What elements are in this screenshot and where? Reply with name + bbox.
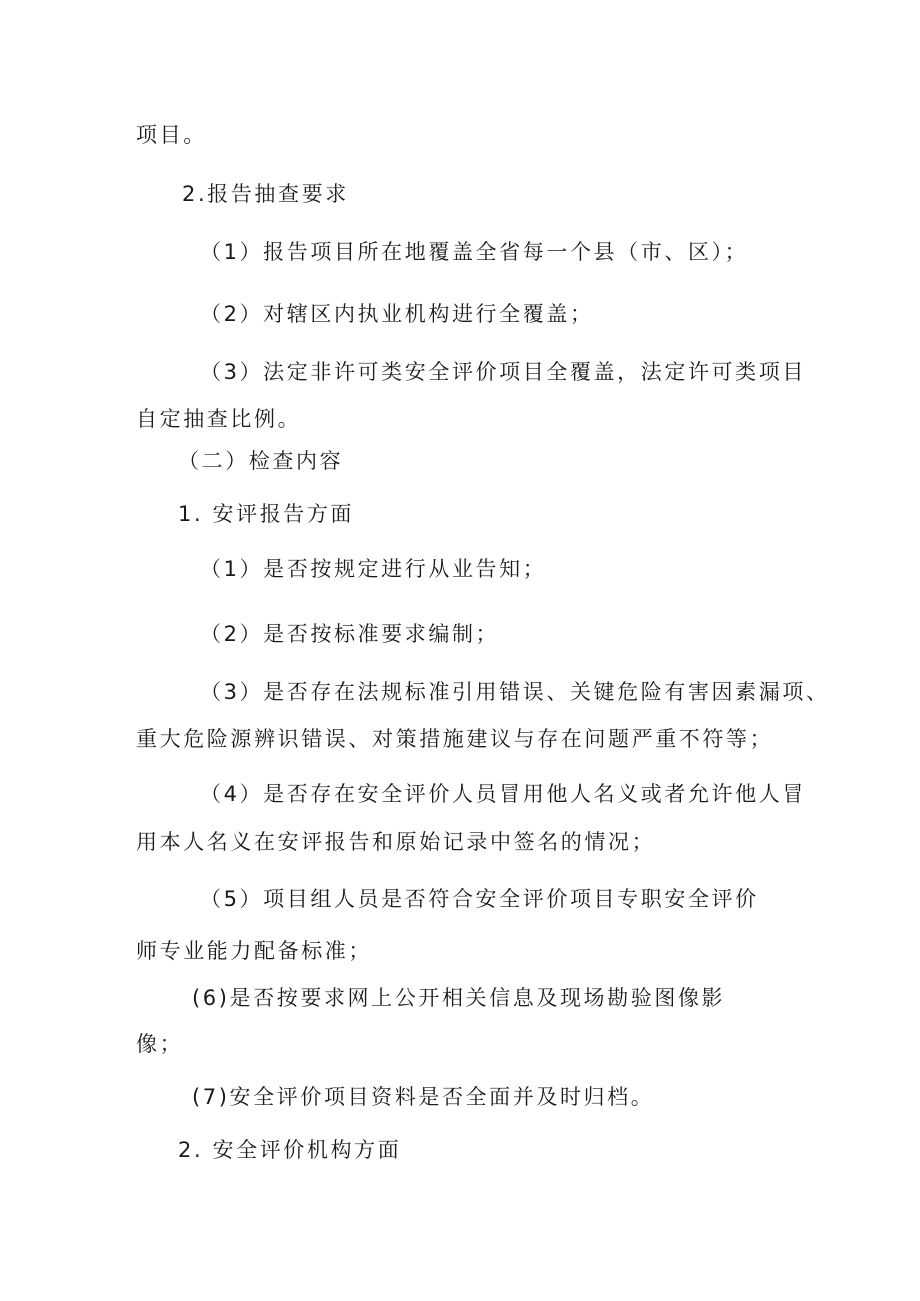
list-item: （4）是否存在安全评价人员冒用他人名义或者允许他人冒 (200, 782, 806, 806)
list-item: (7)安全评价项目资料是否全面并及时归档。 (192, 1085, 655, 1109)
section-heading: 2.报告抽查要求 (182, 182, 349, 206)
subsection-heading: 2. 安全评价机构方面 (178, 1138, 402, 1162)
list-item-continuation: 师专业能力配备标准； (136, 939, 372, 963)
list-item: （3）法定非许可类安全评价项目全覆盖，法定许可类项目 (200, 360, 806, 384)
list-item: （1）是否按规定进行从业告知； (200, 557, 547, 581)
list-item: （2）对辖区内执业机构进行全覆盖； (200, 302, 594, 326)
list-item: （3）是否存在法规标准引用错误、关键危险有害因素漏项、 (200, 680, 830, 704)
section-heading: （二）检查内容 (178, 449, 344, 473)
list-item-continuation: 像； (136, 1032, 184, 1056)
list-item: (6)是否按要求网上公开相关信息及现场勘验图像影 (192, 986, 726, 1010)
list-item: （2）是否按标准要求编制； (200, 622, 500, 646)
list-item: （1）报告项目所在地覆盖全省每一个县（市、区）； (200, 240, 749, 264)
subsection-heading: 1. 安评报告方面 (178, 502, 355, 526)
list-item-continuation: 用本人名义在安评报告和原始记录中签名的情况； (136, 830, 656, 854)
list-item: （5）项目组人员是否符合安全评价项目专职安全评价 (200, 887, 759, 911)
list-item-continuation: 自定抽查比例。 (136, 407, 302, 431)
list-item-continuation: 重大危险源辨识错误、对策措施建议与存在问题严重不符等； (136, 727, 774, 751)
paragraph-line: 项目。 (136, 123, 207, 147)
